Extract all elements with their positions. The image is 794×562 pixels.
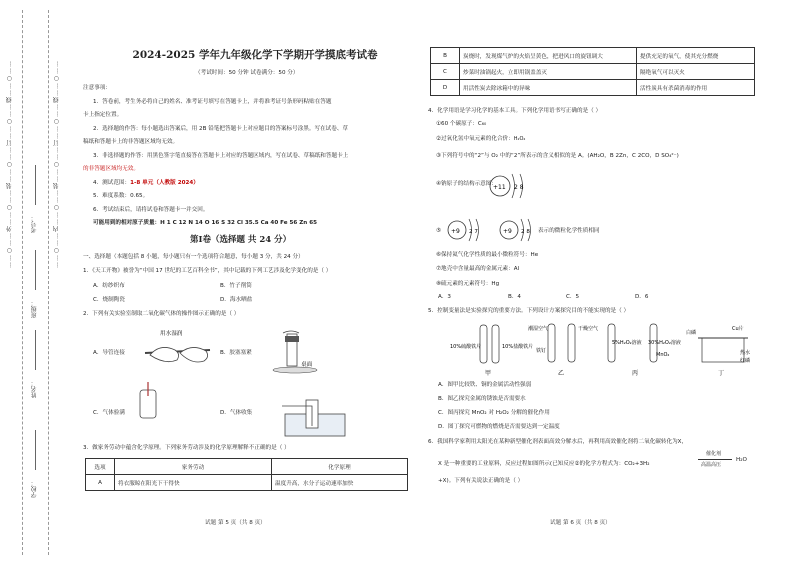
- footer-right: 试题 第 6 页（共 8 页）: [550, 520, 611, 526]
- table-header-row: [86, 459, 408, 475]
- header-principle: 化学原理: [272, 459, 408, 475]
- q6-line-2-tail: H₂O: [736, 457, 747, 463]
- q3-table-part1: [85, 458, 408, 491]
- ion-a-shells: 2 7: [469, 229, 478, 235]
- label-yi: 乙: [558, 370, 565, 377]
- q1-option-a: A．纺纱织布: [93, 283, 125, 289]
- q2-image-d: [280, 396, 355, 438]
- school-label: 学校：: [31, 480, 38, 498]
- label-white-phosphorus: 白磷: [686, 330, 697, 336]
- label-iron-nail: 铁钉: [536, 348, 547, 354]
- exam-number-blank: [35, 165, 36, 205]
- note-line-4: 稿纸和答题卡上的非答题区域均无效。: [83, 139, 179, 145]
- q6-line-2: X 是一种重要的工业原料，反应过程如图所示(已知反应②的化学方程式为：CO₂+3H₂: [438, 461, 650, 467]
- q5-apparatus-image: [440, 320, 760, 382]
- q4-option-d: D．6: [635, 294, 649, 300]
- table-row: [431, 64, 755, 80]
- q6-condition-top: 催化剂: [706, 451, 722, 457]
- note-difficulty: 5．难度系数：0.65。: [93, 193, 149, 199]
- note-line-1: 1．答卷前，考生务必将自己的姓名、准考证号填写在答题卡上，并将准考证号条形码粘贴在答题: [93, 99, 332, 105]
- row-c-chore: 炒菜时油锅起火，立即用锅盖盖灭: [460, 64, 637, 80]
- row-c-option: C: [431, 64, 460, 80]
- row-c-principle: 隔绝氧气可以灭火: [637, 64, 755, 80]
- row-a-option: A: [86, 475, 115, 491]
- q5-option-a: A．图甲比较铁、铜的金属活动性强弱: [438, 382, 532, 388]
- school-blank: [35, 430, 36, 470]
- row-a-chore: 将衣服晾在阳光下干得快: [115, 475, 272, 491]
- label-h2o2-30: 30%H₂O₂溶液: [648, 340, 681, 346]
- q4-option-a: A．3: [438, 294, 451, 300]
- label-h2o2-5: 5%H₂O₂溶液: [612, 340, 642, 346]
- table-row: [431, 80, 755, 96]
- hydrogen-peroxide-formula: H₂O₂: [513, 136, 526, 142]
- exam-subtitle: （考试时间：50 分钟 试卷满分：50 分）: [195, 70, 299, 76]
- label-red-phosphorus: 红磷: [740, 358, 751, 364]
- table-row: [86, 475, 408, 491]
- class-blank: [35, 250, 36, 290]
- q4-option-b: B．4: [508, 294, 521, 300]
- footer-left: 试题 第 5 页（共 8 页）: [205, 520, 266, 526]
- label-sulfuric-iron: 10%硫酸铁片: [450, 344, 482, 350]
- name-blank: [35, 330, 36, 370]
- q2-image-c: [120, 382, 180, 422]
- label-copper: Cu片: [732, 326, 744, 332]
- q2-label-b: B．胶塞塞紧: [220, 350, 252, 356]
- q6-condition-bottom: 高温高压: [701, 462, 722, 468]
- q1-stem: 1．《天工开物》被誉为“中国 17 世纪的工艺百科全书”，其中记载的下列工艺涉及化学变化的是（ ）: [83, 268, 332, 274]
- table-row: [431, 48, 755, 64]
- q2-stem: 2．下列有关实验室制取二氧化碳气体的操作图示正确的是（ ）: [83, 311, 240, 317]
- row-b-principle: 提供充足的氧气，使其充分燃烧: [637, 48, 755, 64]
- row-b-chore: 炭烧时，发现煤气炉的火焰呈黄色，把进风口的旋钮调大: [460, 48, 637, 64]
- q2-img-label-wet: 用水湿润: [160, 331, 183, 337]
- note-submit: 6．考试结束后，请将试卷和答题卡一并交回。: [93, 207, 209, 213]
- binding-margin: [0, 0, 60, 562]
- row-d-principle: 活性炭具有杀菌消毒的作用: [637, 80, 755, 96]
- exam-number-label: 考号：: [31, 215, 38, 233]
- notes-heading: 注意事项：: [83, 85, 111, 91]
- q2-label-a: A．导管连接: [93, 350, 125, 356]
- note-line-3: 2．选择题的作答：每小题选出答案后，用 2B 铅笔把答题卡上对应题目的答案标号涂黑。写在试卷、草: [93, 126, 349, 132]
- note-line-6: 的非答题区域均无效。: [83, 166, 139, 172]
- q1-option-b: B．竹子削筒: [220, 283, 252, 289]
- inner-seal-text: ……○……内……○……装……○……订……○……线……○……: [53, 60, 60, 268]
- label-bing: 丙: [632, 370, 639, 377]
- class-label: 班级：: [31, 300, 38, 318]
- q2-label-c: C．气体验满: [93, 410, 125, 416]
- q5-option-c: C．图丙探究 MnO₂ 对 H₂O₂ 分解的催化作用: [438, 410, 550, 416]
- note-scope: [93, 180, 199, 187]
- label-mno2: MnO₂: [656, 352, 670, 358]
- part1-heading: 第Ⅰ卷（选择题 共 24 分）: [190, 235, 292, 245]
- scope-label: 4．测试范围：: [93, 180, 131, 186]
- row-b-option: B: [431, 48, 460, 64]
- name-label: 姓名：: [31, 380, 38, 398]
- q4-item-2-text: ②过氧化氢中氧元素的化合价：: [436, 136, 514, 142]
- q3-stem: 3．做家务劳动中蕴含化学原理。下列家务劳动涉及的化学原理解释不正确的是（ ）: [83, 445, 290, 451]
- q6-line-1: 6．我国科学家利用太阳光在某种新型催化剂表面高效分解水后，再利用高效催化剂将二氧化碳转化为X，: [428, 439, 688, 445]
- label-wet-air: 潮湿空气: [528, 326, 549, 332]
- row-d-chore: 用活性炭去除冰箱中的异味: [460, 80, 637, 96]
- part1-intro: 一、选择题（本题包括 8 小题，每小题只有一个选项符合题意，每小题 3 分，共 24 分）: [83, 254, 304, 260]
- label-hcl-iron: 10%盐酸铁片: [502, 344, 534, 350]
- q4-item-4: ④钠原子的结构示意图：: [436, 181, 497, 187]
- sodium-atom-diagram: [478, 170, 538, 202]
- outer-seal-text: ……○……外……○……装……○……订……○……线……○……: [6, 60, 13, 268]
- q5-option-d: D．图丁探究可燃物的燃烧是否需要达到一定温度: [438, 424, 560, 430]
- label-hot-water: 热水: [740, 350, 751, 356]
- label-ding: 丁: [718, 370, 725, 377]
- q5-stem: 5．控制变量法是实验探究的重要方法。下列设计方案探究目的不能实现的是（ ）: [428, 308, 630, 314]
- q5-option-b: B．图乙探究金属的锈蚀是否需要水: [438, 396, 526, 402]
- label-dry-air: 干燥空气: [578, 326, 599, 332]
- ion-a-nucleus: +9: [451, 228, 460, 235]
- q4-item-5: ⑤: [436, 228, 442, 234]
- header-option: 选项: [86, 459, 115, 475]
- na-nucleus-label: +11: [493, 184, 506, 191]
- note-line-2: 卡上指定位置。: [83, 112, 123, 118]
- na-shell-label: 2 8: [514, 184, 524, 191]
- q2-img-label-desk: 桌面: [301, 362, 313, 368]
- q1-option-c: C．烧制陶瓷: [93, 297, 125, 303]
- q4-option-c: C．5: [566, 294, 580, 300]
- q6-line-3: +X)。下列有关说法正确的是（ ）: [438, 478, 524, 484]
- seal-line-inner: [48, 10, 49, 555]
- q4-item-2: [436, 136, 525, 143]
- seal-line-outer: [22, 10, 23, 555]
- ion-b-shells: 2 8: [521, 229, 530, 235]
- q6-reaction-arrow: [698, 459, 732, 460]
- ion-b-nucleus: +9: [503, 228, 512, 235]
- exam-title: 2024-2025 学年九年级化学下学期开学摸底考试卷: [132, 49, 378, 61]
- q4-item-5-tail: 表示的微粒化学性质相同: [538, 228, 600, 234]
- row-a-principle: 温度升高，水分子运动速率加快: [272, 475, 408, 491]
- scope-value: 1-8 单元（人教版 2024）: [130, 180, 199, 186]
- q4-item-1: ①60 个碳原子：C₆₀: [436, 121, 487, 127]
- q4-stem: 4．化学用语是学习化学的基本工具。下列化学用语书写正确的是（ ）: [428, 108, 602, 114]
- q4-item-6: ⑥保持氦气化学性质的最小微粒符号：He: [436, 252, 539, 258]
- q2-label-d: D．气体收集: [220, 410, 253, 416]
- q2-image-b: [265, 330, 325, 375]
- q3-table-part2: [430, 47, 755, 96]
- q4-item-3: ③下列符号中的“2”与 O₂ 中的“2”所表示的含义相似的是 A。(AH₂O，B 2Zn，C 2CO，D SO₄²⁻): [436, 153, 679, 159]
- label-jia: 甲: [485, 370, 492, 377]
- note-line-5: 3．非选择题的作答：用黑色签字笔直接答在答题卡上对应的答题区域内，写在试卷、草稿纸和答题卡上: [93, 153, 349, 159]
- row-d-option: D: [431, 80, 460, 96]
- q4-item-8: ⑧硫元素的元素符号：Hg: [436, 281, 500, 287]
- header-chore: 家务劳动: [115, 459, 272, 475]
- q2-image-a: [140, 325, 220, 370]
- atomic-masses: 可能用到的相对原子质量：H 1 C 12 N 14 O 16 S 32 Cl 35.5 Ca 40 Fe 56 Zn 65: [93, 220, 317, 226]
- q1-option-d: D．海水晒盐: [220, 297, 253, 303]
- q4-item-7: ⑦地壳中含量最高的金属元素：Al: [436, 266, 520, 272]
